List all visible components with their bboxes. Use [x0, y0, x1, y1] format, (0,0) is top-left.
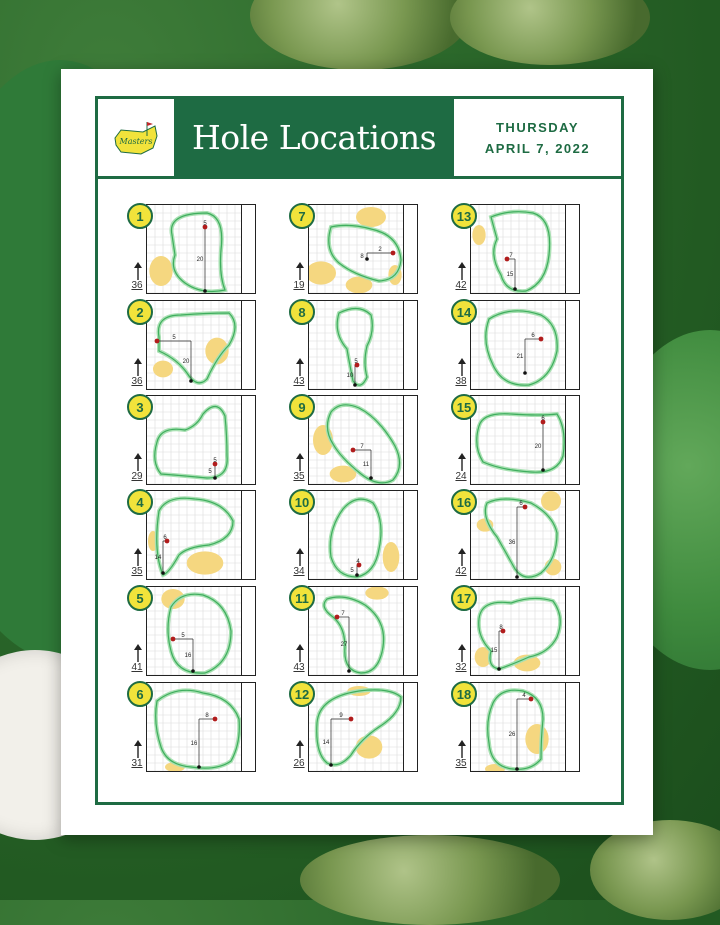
page-title: Hole Locations: [174, 99, 454, 176]
hole-card: [128, 586, 256, 676]
green-diagram: [146, 586, 242, 676]
green-side-panel: [402, 395, 418, 485]
day-label: THURSDAY: [495, 119, 580, 135]
pin-front-distance: 21: [516, 354, 524, 360]
green-side-panel: [564, 300, 580, 390]
background-trees: [300, 835, 560, 925]
pin-side-distance: 6: [531, 333, 535, 339]
hole-number-badge: 8: [289, 299, 315, 325]
hole-number-badge: 15: [451, 394, 477, 420]
green-diagram: [308, 682, 404, 772]
hole-card: [128, 300, 256, 390]
green-depth: 35: [131, 566, 143, 577]
green-side-panel: [240, 682, 256, 772]
green-diagram: [470, 300, 566, 390]
green-diagram: [146, 395, 242, 485]
green-depth: 34: [293, 566, 305, 577]
green-diagram: [308, 490, 404, 580]
green-depth: 35: [455, 758, 467, 769]
green-diagram: [308, 395, 404, 485]
date-label: APRIL 7, 2022: [484, 140, 591, 156]
hole-card: [452, 204, 580, 294]
green-depth: 43: [293, 662, 305, 673]
hole-card: [452, 490, 580, 580]
green-side-panel: [240, 204, 256, 294]
direction-arrow-icon: [134, 358, 142, 376]
hole-locations-sheet: [61, 69, 653, 835]
green-diagram: [308, 204, 404, 294]
hole-number-badge: 10: [289, 489, 315, 515]
pin-front-distance: 15: [490, 648, 498, 654]
pin-side-distance: 5: [181, 633, 185, 639]
pin-side-distance: 7: [341, 611, 345, 617]
hole-number-badge: 12: [289, 681, 315, 707]
hole-card: [452, 682, 580, 772]
green-diagram: [470, 682, 566, 772]
green-side-panel: [564, 586, 580, 676]
pin-side-distance: 6: [519, 501, 523, 507]
hole-number-badge: 14: [451, 299, 477, 325]
direction-arrow-icon: [296, 740, 304, 758]
green-diagram: [146, 204, 242, 294]
green-side-panel: [402, 586, 418, 676]
hole-number-badge: 17: [451, 585, 477, 611]
pin-front-distance: 5: [350, 568, 354, 574]
green-depth: 42: [455, 280, 467, 291]
direction-arrow-icon: [134, 740, 142, 758]
green-depth: 29: [131, 471, 143, 482]
background-trees: [250, 0, 470, 70]
pin-front-distance: 11: [362, 462, 370, 468]
green-depth: 26: [293, 758, 305, 769]
green-diagram: [146, 490, 242, 580]
green-depth: 32: [455, 662, 467, 673]
hole-number-badge: 11: [289, 585, 315, 611]
hole-number-badge: 13: [451, 203, 477, 229]
direction-arrow-icon: [458, 644, 466, 662]
green-side-panel: [564, 204, 580, 294]
green-diagram: [470, 586, 566, 676]
pin-front-distance: 15: [506, 272, 514, 278]
masters-logo: [98, 99, 174, 176]
green-depth: 36: [131, 376, 143, 387]
hole-number-badge: 6: [127, 681, 153, 707]
green-diagram: [470, 395, 566, 485]
pin-front-distance: 36: [508, 540, 516, 546]
hole-card: [290, 682, 418, 772]
direction-arrow-icon: [134, 644, 142, 662]
green-depth: 24: [455, 471, 467, 482]
green-diagram: [470, 490, 566, 580]
pin-side-distance: 9: [339, 713, 343, 719]
direction-arrow-icon: [296, 453, 304, 471]
pin-side-distance: 7: [509, 253, 513, 259]
green-diagram: [308, 300, 404, 390]
direction-arrow-icon: [458, 453, 466, 471]
pin-side-distance: 8: [499, 625, 503, 631]
green-side-panel: [402, 300, 418, 390]
pin-front-distance: 8: [360, 254, 364, 260]
pin-front-distance: 16: [190, 741, 198, 747]
green-depth: 19: [293, 280, 305, 291]
direction-arrow-icon: [134, 453, 142, 471]
pin-side-distance: 5: [354, 359, 358, 365]
hole-card: [290, 300, 418, 390]
pin-side-distance: 4: [356, 559, 360, 565]
hole-number-badge: 5: [127, 585, 153, 611]
pin-front-distance: 5: [208, 469, 212, 475]
pin-front-distance: 26: [508, 732, 516, 738]
hole-card: [452, 586, 580, 676]
direction-arrow-icon: [458, 548, 466, 566]
background-trees: [590, 820, 720, 920]
hole-card: [128, 682, 256, 772]
green-diagram: [308, 586, 404, 676]
green-depth: 41: [131, 662, 143, 673]
pin-front-distance: 16: [184, 653, 192, 659]
green-depth: 35: [293, 471, 305, 482]
sheet-frame: [95, 96, 624, 805]
green-side-panel: [402, 682, 418, 772]
green-diagram: [146, 682, 242, 772]
green-diagram: [146, 300, 242, 390]
hole-card: [128, 204, 256, 294]
green-side-panel: [240, 586, 256, 676]
sheet-header: [98, 99, 621, 179]
green-side-panel: [240, 300, 256, 390]
green-side-panel: [564, 490, 580, 580]
pin-front-distance: 20: [182, 359, 190, 365]
hole-number-badge: 16: [451, 489, 477, 515]
hole-number-badge: 4: [127, 489, 153, 515]
direction-arrow-icon: [296, 262, 304, 280]
green-side-panel: [564, 395, 580, 485]
hole-card: [290, 586, 418, 676]
green-side-panel: [240, 490, 256, 580]
green-depth: 38: [455, 376, 467, 387]
hole-card: [290, 395, 418, 485]
pin-side-distance: 4: [522, 693, 526, 699]
pin-side-distance: 7: [360, 444, 364, 450]
direction-arrow-icon: [296, 358, 304, 376]
hole-number-badge: 2: [127, 299, 153, 325]
direction-arrow-icon: [296, 548, 304, 566]
green-depth: 43: [293, 376, 305, 387]
hole-number-badge: 18: [451, 681, 477, 707]
date-block: [454, 99, 621, 176]
pin-side-distance: 2: [378, 247, 382, 253]
hole-card: [452, 395, 580, 485]
pin-side-distance: 5: [213, 458, 217, 464]
hole-card: [128, 490, 256, 580]
pin-front-distance: 20: [196, 257, 204, 263]
hole-card: [128, 395, 256, 485]
green-depth: 31: [131, 758, 143, 769]
green-side-panel: [402, 490, 418, 580]
green-depth: 36: [131, 280, 143, 291]
green-diagram: [470, 204, 566, 294]
hole-number-badge: 3: [127, 394, 153, 420]
hole-card: [290, 490, 418, 580]
green-side-panel: [240, 395, 256, 485]
direction-arrow-icon: [134, 548, 142, 566]
pin-side-distance: 6: [163, 535, 167, 541]
pin-side-distance: 8: [205, 713, 209, 719]
pin-side-distance: 5: [203, 221, 207, 227]
direction-arrow-icon: [458, 740, 466, 758]
hole-card: [290, 204, 418, 294]
pin-front-distance: 27: [340, 642, 348, 648]
background-trees: [450, 0, 650, 65]
direction-arrow-icon: [134, 262, 142, 280]
hole-number-badge: 9: [289, 394, 315, 420]
logo-text: Masters: [119, 136, 153, 146]
pin-front-distance: 10: [346, 373, 354, 379]
green-side-panel: [402, 204, 418, 294]
hole-number-badge: 1: [127, 203, 153, 229]
pin-side-distance: 5: [172, 335, 176, 341]
green-side-panel: [564, 682, 580, 772]
hole-card: [452, 300, 580, 390]
pin-front-distance: 14: [154, 555, 162, 561]
direction-arrow-icon: [458, 358, 466, 376]
direction-arrow-icon: [458, 262, 466, 280]
direction-arrow-icon: [296, 644, 304, 662]
pin-side-distance: 6: [541, 416, 545, 422]
hole-number-badge: 7: [289, 203, 315, 229]
pin-front-distance: 20: [534, 444, 542, 450]
green-depth: 42: [455, 566, 467, 577]
pin-front-distance: 14: [322, 740, 330, 746]
